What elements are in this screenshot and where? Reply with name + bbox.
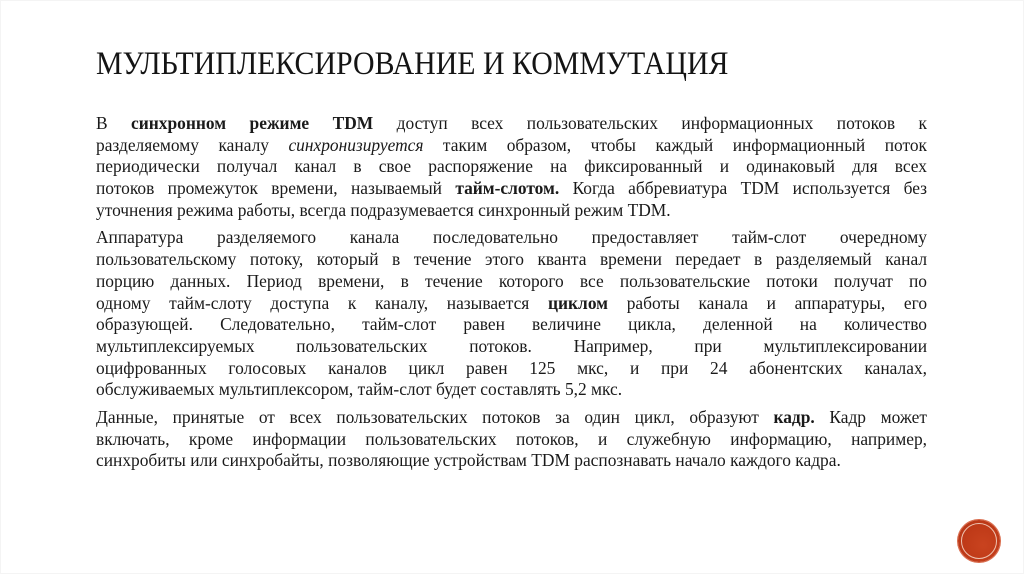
bold-term: синхронном режиме TDM [131, 113, 374, 133]
bold-term: циклом [548, 292, 609, 313]
text-line [96, 429, 927, 451]
slide-title: МУЛЬТИПЛЕКСИРОВАНИЕ И КОММУТАЦИЯ [96, 46, 729, 82]
italic-term: синхронизируется [288, 134, 424, 155]
text-line [96, 200, 927, 222]
text-run: потоков промежуток времени, называемый [96, 178, 456, 199]
slide-body [96, 113, 927, 478]
text-run: оцифрованных голосовых каналов цикл равен 125 мкс, и при 24 абонентских каналах, [96, 357, 927, 378]
text-run: работы канала и аппаратуры, его [608, 292, 928, 313]
text-line [96, 135, 927, 157]
paragraph-time-slot-cycle [96, 227, 927, 401]
text-line [96, 407, 927, 429]
text-line [96, 358, 927, 380]
text-run: Кадр может [814, 406, 928, 427]
text-line [96, 271, 927, 293]
text-line [96, 293, 927, 315]
text-run: образующей. Следовательно, тайм-слот равен величине цикла, деленной на количество [96, 314, 927, 335]
text-run: мультиплексируемых пользовательских потоков. Например, при мультиплексировании [96, 335, 927, 356]
text-run: уточнения режима работы, всегда подразумевается синхронный режим TDM. [96, 199, 671, 220]
text-line [96, 314, 927, 336]
text-run: обслуживаемых мультиплексором, тайм-слот будет составлять 5,2 мкс. [96, 379, 623, 400]
text-run: таким образом, чтобы каждый информационный поток [423, 134, 927, 155]
circle-bullet-icon [958, 520, 1000, 562]
text-line [96, 156, 927, 178]
bold-term: кадр. [773, 406, 815, 427]
bold-term: тайм-слотом. [455, 178, 560, 199]
text-run: периодически получал канал в свое распоряжение на фиксированный и одинаковый для всех [96, 156, 927, 177]
text-run: пользовательскому потоку, который в течение этого кванта времени передает в разделяемый канал [96, 249, 927, 270]
text-line [96, 113, 927, 135]
text-run: синхробиты или синхробайты, позволяющие устройствам TDM распознавать начало каждого кадра. [96, 450, 841, 471]
text-line [96, 249, 927, 271]
text-run: Аппаратура разделяемого канала последовательно предоставляет тайм-слот очередному [96, 227, 927, 248]
paragraph-frame [96, 407, 927, 472]
text-run: одному тайм-слоту доступа к каналу, называется [96, 292, 548, 313]
text-run: доступ всех пользовательских информационных потоков к [373, 113, 927, 133]
paragraph-synchronous-tdm [96, 113, 927, 221]
text-line [96, 336, 927, 358]
text-line [96, 178, 927, 200]
text-run: включать, кроме информации пользовательских потоков, и служебную информацию, например, [96, 428, 927, 449]
text-run: порцию данных. Период времени, в течение которого все пользовательские потоки получат по [96, 270, 927, 291]
text-run: Данные, принятые от всех пользовательских потоков за один цикл, образуют [96, 406, 774, 427]
text-line [96, 227, 927, 249]
text-run: Когда аббревиатура TDM используется без [559, 178, 927, 199]
text-line [96, 379, 927, 401]
text-run: разделяемому каналу [96, 134, 289, 155]
text-line [96, 450, 927, 472]
text-run: В [96, 113, 132, 133]
